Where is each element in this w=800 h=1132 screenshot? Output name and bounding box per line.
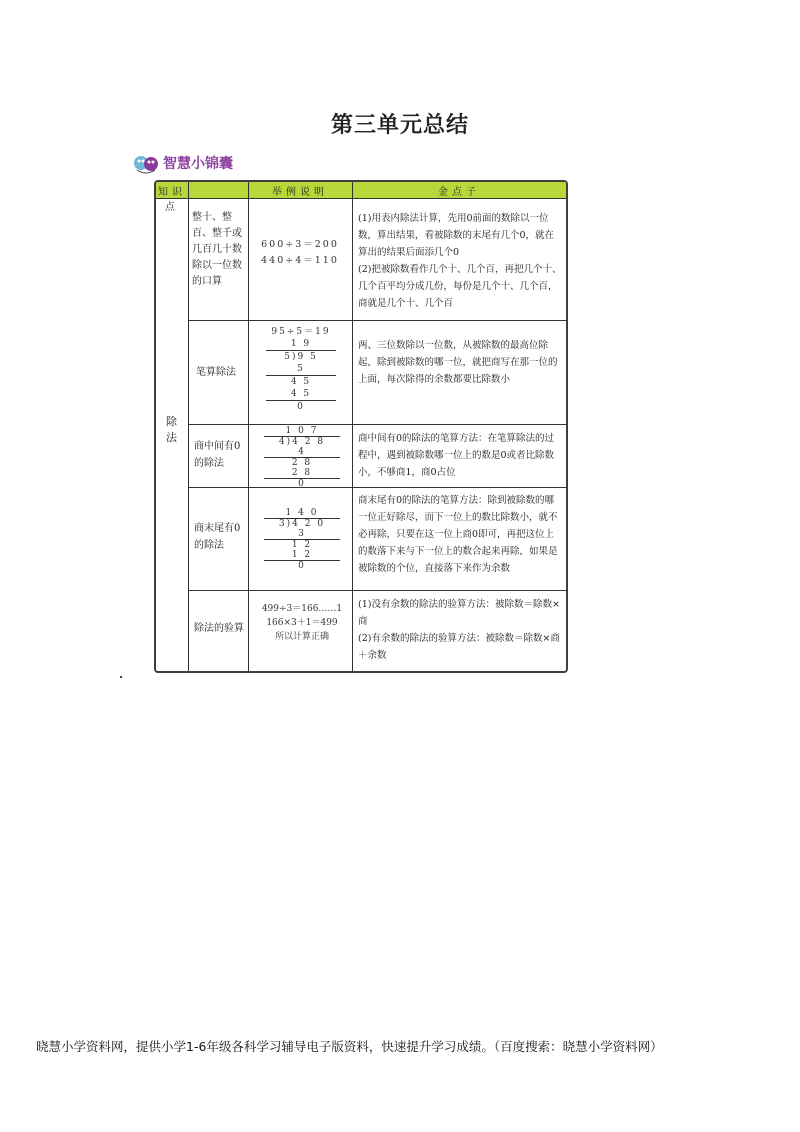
divider [352,182,353,671]
badge-label: 智慧小锦囊 [163,156,233,172]
summary-table [154,180,568,673]
topic-cell: 除法的验算 [194,623,244,634]
example-cell: 499÷3＝166……1 166×3＋1＝499 所以计算正确 [261,604,343,642]
tip-cell: 商中间有0的除法的笔算方法：在笔算除法的过程中，遇到被除数哪一位上的数是0或者比除数小，不够商1，商0占位 [358,433,555,478]
header-knowledge: 知识点 [158,187,186,213]
tip-badge [133,149,233,177]
example-cell: 95÷5＝19 1 9 5)9 5 5 4 5 4 5 0 [266,326,336,413]
divider [188,320,566,321]
tip-cell: (1)用表内除法计算，先用0前面的数除以一位数，算出结果，看被除数的末尾有几个0，就在算出的结果后面添几个0 (2)把被除数看作几个十、几个百，再把几个十、几个百平均分成几份，每份是几个十、几个百，商就是几个十、几个百 [358,213,562,309]
stray-mark [120,676,122,678]
mascot-icon [133,150,159,176]
page-title: 第三单元总结 [330,113,469,138]
page-footer: 晓慧小学资料网，提供小学1-6年级各科学习辅导电子版资料，快速提升学习成绩。（百度搜索：晓慧小学资料网） [36,1039,663,1054]
divider [248,182,249,671]
divider [188,487,566,488]
topic-cell: 笔算除法 [196,367,236,378]
topic-cell: 商末尾有0的除法 [194,523,241,551]
divider [188,424,566,425]
category-label: 除法 [166,415,177,444]
tip-cell: 两、三位数除以一位数，从被除数的最高位除起，除到被除数的哪一位，就把商写在那一位的上面，每次除得的余数都要比除数小 [358,340,558,385]
divider [188,182,189,671]
tip-cell: (1)没有余数的除法的验算方法：被除数＝除数×商 (2)有余数的除法的验算方法：被除数＝除数×商＋余数 [358,599,560,661]
example-cell: 1 4 0 3)4 2 0 3 1 2 1 2 0 [264,508,340,571]
table-header [156,182,566,213]
divider [188,590,566,591]
header-tips: 金点子 [438,187,480,198]
example-cell: 600÷3＝200 440÷4＝110 [261,239,339,266]
topic-cell: 整十、整百、整千或几百几十数除以一位数的口算 [192,212,242,287]
tip-cell: 商末尾有0的除法的笔算方法：除到被除数的哪一位正好除尽，而下一位上的数比除数小，就不必再除，只要在这一位上商0即可，再把这位上的数落下来与下一位上的数合起来再除，如果是被除数的个位，直接落下来作为余数 [358,495,558,574]
example-cell: 1 0 7 4)4 2 8 4 2 8 2 8 0 [264,426,340,489]
topic-cell: 商中间有0的除法 [194,441,241,469]
header-example: 举例说明 [272,187,328,198]
